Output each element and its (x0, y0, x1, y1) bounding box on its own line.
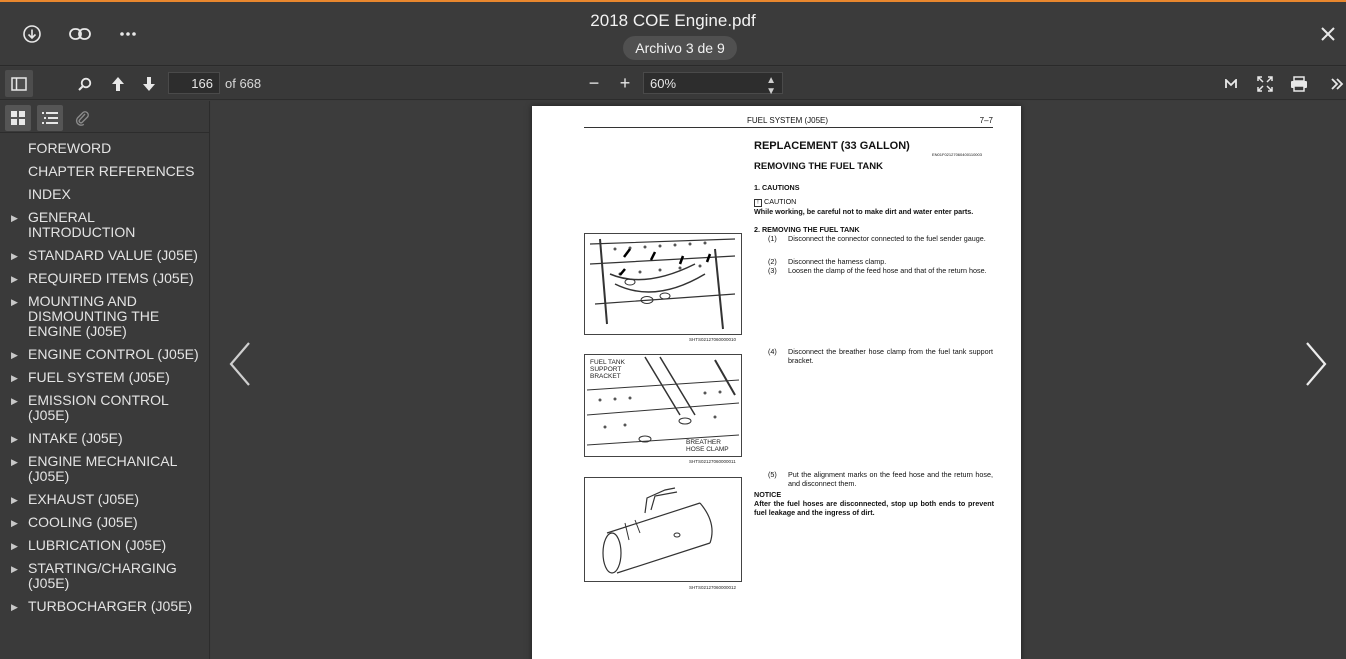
notice-label: NOTICE (754, 490, 782, 499)
title-bar (0, 2, 1346, 66)
expand-arrow-icon[interactable]: ▶ (11, 541, 18, 551)
outline-item[interactable] (0, 160, 209, 183)
step-number: (3) (768, 266, 777, 275)
caution-label: CAUTION (764, 197, 797, 206)
step-text: Disconnect the breather hose clamp from the fuel tank support bracket. (788, 347, 993, 365)
expand-arrow-icon[interactable]: ▶ (11, 350, 18, 360)
outline-item-label: TURBOCHARGER (J05E) (28, 598, 193, 614)
step-number: (5) (768, 470, 777, 479)
figure-label: FUEL TANK SUPPORT BRACKET (590, 359, 634, 380)
expand-arrow-icon[interactable]: ▶ (11, 602, 18, 612)
page-header-number: 7–7 (979, 116, 993, 125)
step-text: Disconnect the harness clamp. (788, 257, 887, 266)
sidebar-toggle-icon[interactable] (5, 70, 33, 97)
expand-arrow-icon[interactable]: ▶ (11, 518, 18, 528)
figure-fuel-tank (584, 477, 742, 582)
sidebar (0, 101, 210, 659)
zoom-out-button[interactable]: − (588, 73, 600, 93)
outline-item-label: EMISSION CONTROL (J05E) (28, 392, 169, 423)
outline-item[interactable] (0, 343, 209, 366)
outline-item[interactable] (0, 267, 209, 290)
outline-item[interactable] (0, 427, 209, 450)
section-title: REPLACEMENT (33 GALLON) (754, 140, 910, 152)
outline-item[interactable] (0, 389, 209, 427)
outline-item-label: LUBRICATION (J05E) (28, 537, 167, 553)
step-number: (1) (768, 234, 777, 243)
outline-item-label: GENERAL INTRODUCTION (28, 209, 136, 240)
figure-caption: SHTS02127060000010 (689, 337, 737, 342)
outline-item-label: ENGINE CONTROL (J05E) (28, 346, 199, 362)
document-viewer (211, 101, 1346, 659)
outline-item[interactable] (0, 183, 209, 206)
outline-item-label: EXHAUST (J05E) (28, 491, 139, 507)
zoom-in-button[interactable]: + (619, 73, 631, 93)
figure-label: BREATHER HOSE CLAMP (686, 439, 736, 453)
removing-heading: 2. REMOVING THE FUEL TANK (754, 225, 860, 234)
outline-item[interactable] (0, 488, 209, 511)
figure-caption: SHTS02127060000012 (689, 585, 737, 590)
outline-item-label: STANDARD VALUE (J05E) (28, 247, 198, 263)
caution-box (754, 197, 796, 207)
outline-item-label: ENGINE MECHANICAL (J05E) (28, 453, 177, 484)
zoom-value: 60% (650, 75, 677, 91)
step-text: Disconnect the connector connected to the fuel sender gauge. (788, 234, 986, 243)
zoom-select[interactable] (643, 72, 783, 97)
outline-item-label: STARTING/CHARGING (J05E) (28, 560, 177, 591)
outline-item-label: COOLING (J05E) (28, 514, 138, 530)
sidebar-divider (0, 132, 209, 133)
outline-item-label: CHAPTER REFERENCES (28, 163, 195, 179)
step-number: (4) (768, 347, 777, 356)
page-total-label: of 668 (225, 76, 262, 91)
page-header-section: FUEL SYSTEM (J05E) (747, 116, 829, 125)
section-code: EN01F02127060400110003 (932, 152, 982, 157)
pdf-toolbar (0, 67, 1346, 100)
outline-item[interactable] (0, 511, 209, 534)
page-header (584, 116, 993, 128)
expand-arrow-icon[interactable]: ▶ (11, 251, 18, 261)
figure-breather-hose (584, 354, 742, 457)
close-icon[interactable] (1314, 20, 1342, 48)
figure-caption: SHTS02127060000011 (689, 459, 736, 464)
outline-item[interactable] (0, 290, 209, 343)
expand-arrow-icon[interactable]: ▶ (11, 564, 18, 574)
outline-item[interactable] (0, 206, 209, 244)
outline-item[interactable] (0, 534, 209, 557)
expand-arrow-icon[interactable]: ▶ (11, 213, 18, 223)
caution-text: While working, be careful not to make dirt and water enter parts. (754, 207, 974, 216)
expand-arrow-icon[interactable]: ▶ (11, 457, 18, 467)
expand-arrow-icon[interactable]: ▶ (11, 373, 18, 383)
outline-item[interactable] (0, 137, 209, 160)
previous-page-icon[interactable] (107, 70, 129, 97)
cautions-heading: 1. CAUTIONS (754, 183, 800, 192)
outline-item-label: INDEX (28, 186, 71, 202)
chevron-updown-icon: ▲ ▼ (766, 75, 776, 97)
outline-item[interactable] (0, 450, 209, 488)
text-select-icon[interactable] (1222, 70, 1240, 97)
expand-arrow-icon[interactable]: ▶ (11, 434, 18, 444)
outline-tab-icon[interactable] (37, 105, 63, 131)
outline-item[interactable] (0, 366, 209, 389)
step-text: Loosen the clamp of the feed hose and that of the return hose. (788, 266, 987, 275)
outline-item[interactable] (0, 595, 209, 618)
outline-item-label: INTAKE (J05E) (28, 430, 123, 446)
outline-item-label: REQUIRED ITEMS (J05E) (28, 270, 194, 286)
page-number-input[interactable] (168, 72, 220, 94)
expand-arrow-icon[interactable]: ▶ (11, 274, 18, 284)
step-number: (2) (768, 257, 777, 266)
attachments-tab-icon[interactable] (69, 105, 95, 131)
document-title: 2018 COE Engine.pdf (590, 11, 756, 30)
outline-item[interactable] (0, 557, 209, 595)
pdf-page (532, 106, 1021, 659)
expand-arrow-icon[interactable]: ▶ (11, 396, 18, 406)
search-icon[interactable] (74, 70, 96, 97)
file-counter-pill: Archivo 3 de 9 (623, 36, 737, 60)
next-file-chevron-icon[interactable] (1301, 339, 1331, 389)
document-outline (0, 137, 209, 618)
subsection-title: REMOVING THE FUEL TANK (754, 161, 883, 172)
previous-file-chevron-icon[interactable] (225, 339, 255, 389)
more-tools-icon[interactable] (1328, 70, 1346, 97)
outline-item-label: MOUNTING AND DISMOUNTING THE ENGINE (J05E) (28, 293, 160, 339)
step-text: Put the alignment marks on the feed hose and the return hose, and disconnect them. (788, 470, 993, 488)
thumbnails-tab-icon[interactable] (5, 105, 31, 131)
outline-item-label: FUEL SYSTEM (J05E) (28, 369, 170, 385)
caution-icon: ! (754, 199, 762, 207)
expand-arrow-icon[interactable]: ▶ (11, 297, 18, 307)
outline-item-label: FOREWORD (28, 140, 112, 156)
fullscreen-icon[interactable] (1254, 70, 1276, 97)
notice-text: After the fuel hoses are disconnected, stop up both ends to prevent fuel leakage and the ingress of dirt. (754, 499, 994, 517)
figure-fuel-tank-connectors (584, 233, 742, 335)
expand-arrow-icon[interactable]: ▶ (11, 495, 18, 505)
print-icon[interactable] (1288, 70, 1310, 97)
outline-item[interactable] (0, 244, 209, 267)
next-page-icon[interactable] (138, 70, 160, 97)
